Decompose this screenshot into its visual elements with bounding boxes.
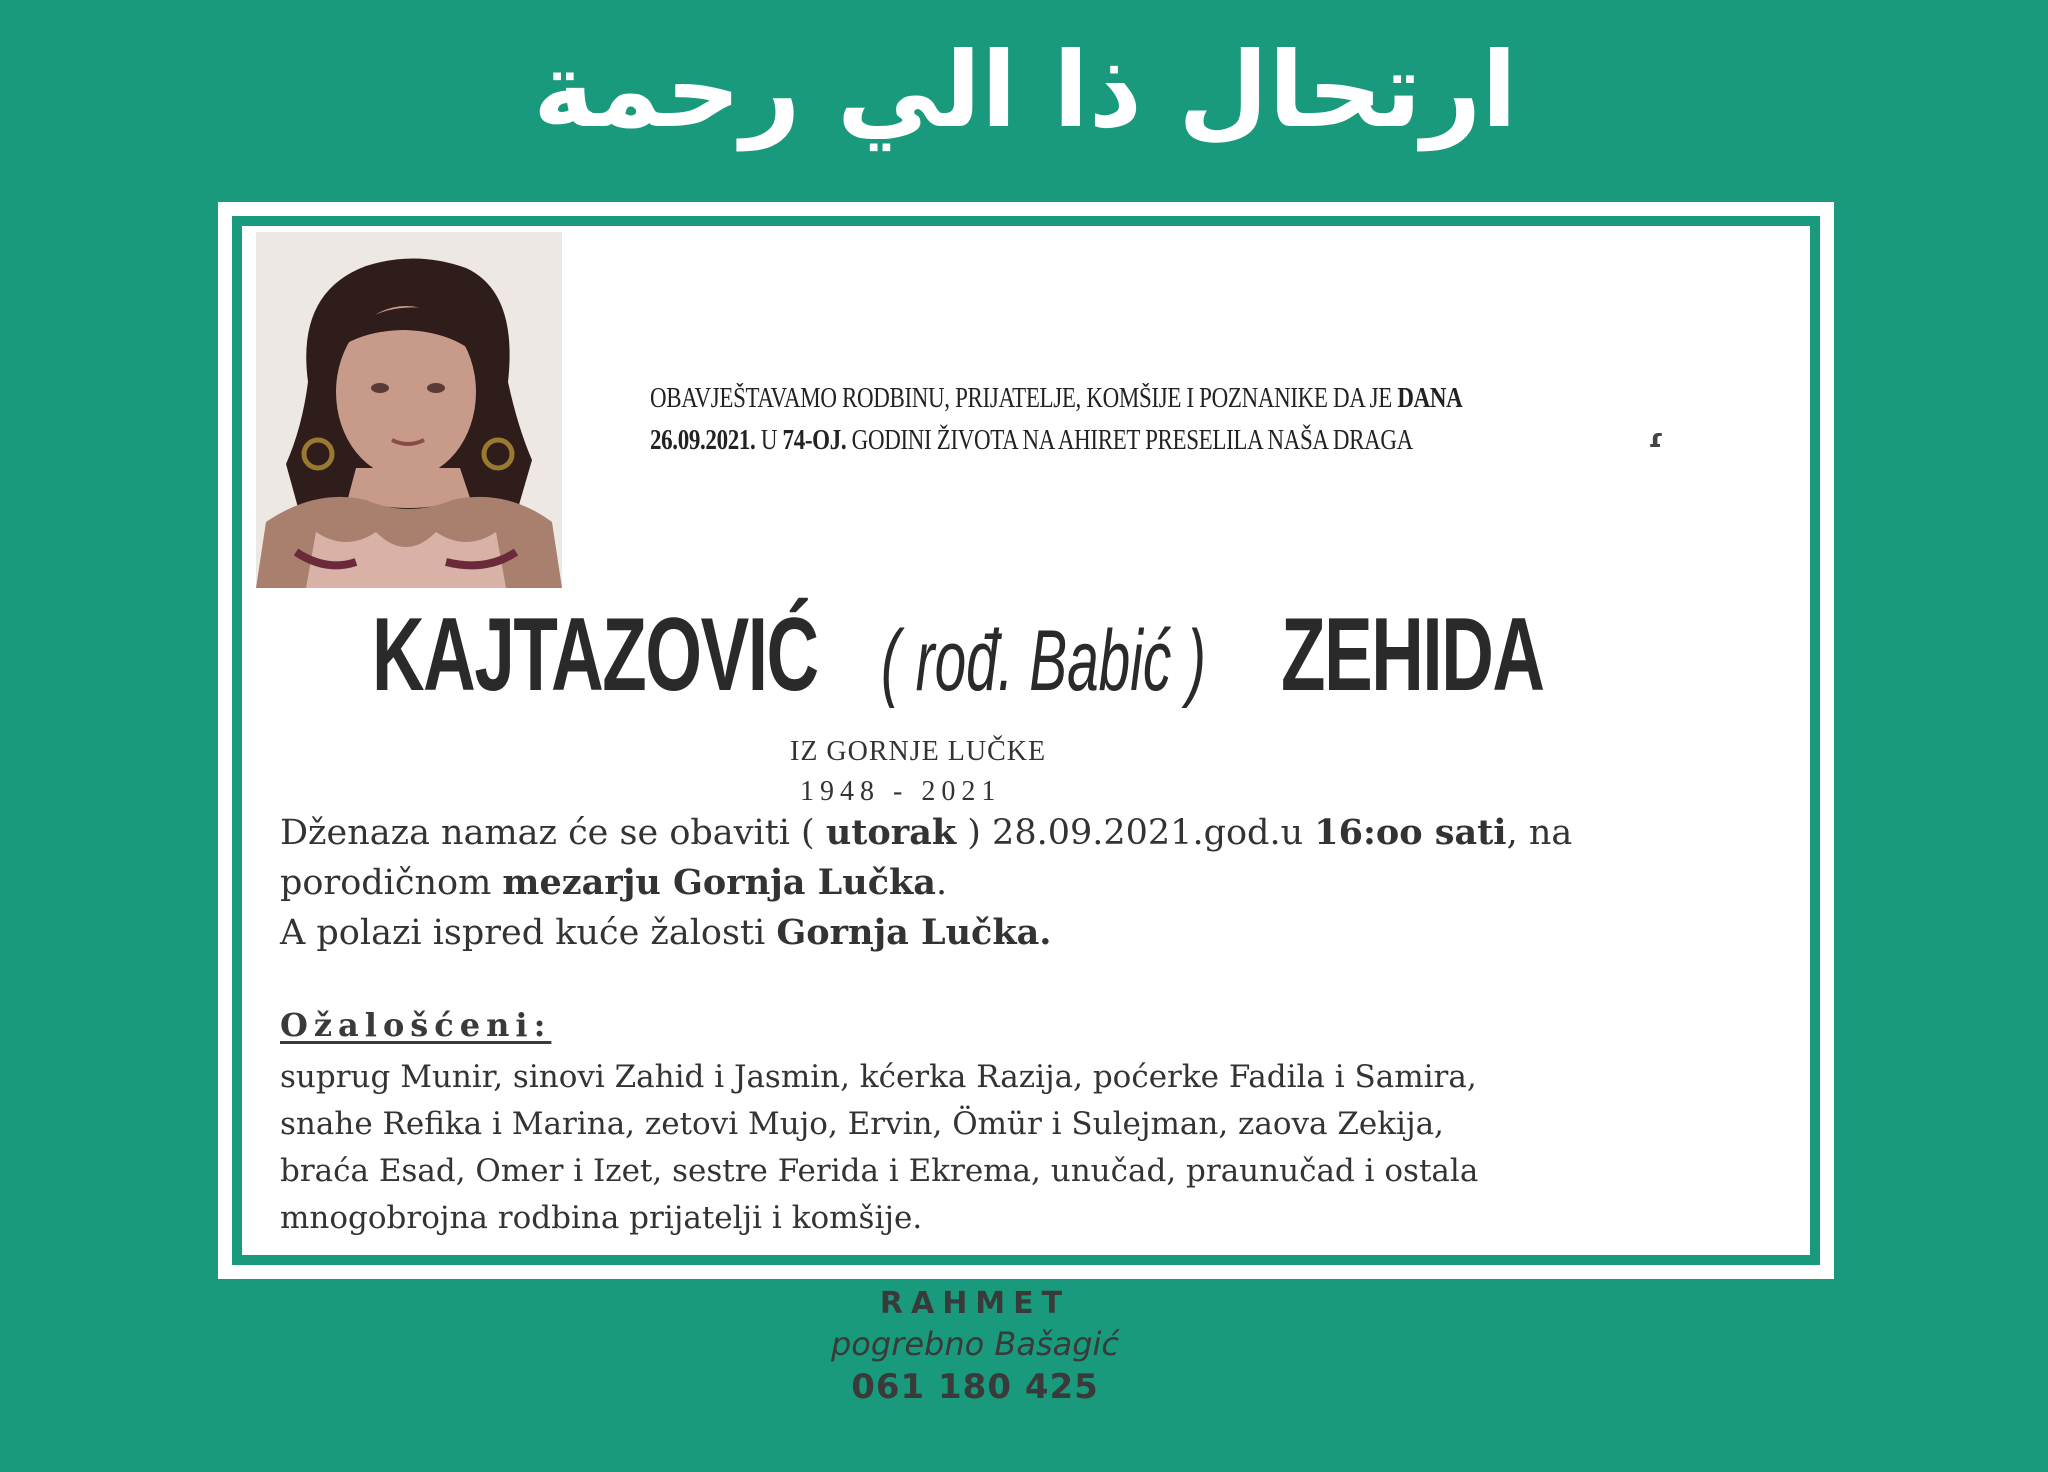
deceased-origin: IZ GORNJE LUČKE (790, 736, 1047, 767)
rahmet-text: RAHMET (879, 1286, 1071, 1321)
funeral-home-name: pogrebno Bašagić (830, 1325, 1120, 1363)
mourners-line: braća Esad, Omer i Izet, sestre Ferida i Ekrema, unučad, praunučad i ostala (280, 1153, 1479, 1189)
mourners-heading: Ožalošćeni: (280, 1006, 552, 1044)
age-at-death: 74-OJ. (782, 425, 847, 456)
announcement-line-2-text: GODINI ŽIVOTA NA AHIRET PRESELILA NAŠA DRAGA (846, 425, 1413, 456)
funeral-time: 16:oo sati (1314, 812, 1507, 853)
procession-place: Gornja Lučka. (776, 912, 1052, 953)
mourners-list (280, 1054, 1800, 1242)
funeral-line-3 (280, 908, 1800, 958)
funeral-details (280, 808, 1800, 958)
deceased-first-name: ZEHIDA (1281, 597, 1544, 713)
mourners-line: suprug Munir, sinovi Zahid i Jasmin, kćerka Razija, poćerke Fadila i Samira, (280, 1059, 1477, 1095)
deceased-portrait-photo (256, 232, 562, 588)
announcement-line-2 (650, 420, 1470, 462)
burial-place: mezarju Gornja Lučka (502, 862, 936, 903)
arabic-calligraphy-header: ارتحال ذا الي رحمة (533, 29, 1517, 151)
funeral-home-footer (0, 1284, 1950, 1410)
death-date: 26.09.2021. (650, 425, 756, 456)
announcement-text (650, 378, 1470, 462)
funeral-line-1 (280, 808, 1800, 858)
funeral-text: porodičnom (280, 863, 503, 903)
scan-mark: ɾ (1648, 424, 1664, 454)
funeral-date: ) 28.09.2021.god.u (956, 813, 1315, 853)
mourners-line: snahe Refika i Marina, zetovi Mujo, Ervin, Ömür i Sulejman, zaova Zekija, (280, 1106, 1444, 1142)
funeral-text-end: , na (1506, 813, 1573, 853)
deceased-maiden-name: ( rođ. Babić ) (880, 613, 1206, 709)
deceased-surname: KAJTAZOVIĆ (372, 597, 818, 713)
deceased-years: 1948 - 2021 (800, 776, 1002, 807)
funeral-line-2 (280, 858, 1800, 908)
procession-text: A polazi ispred kuće žalosti (280, 913, 777, 953)
mourners-line: mnogobrojna rodbina prijatelji i komšije. (280, 1200, 923, 1236)
deceased-name (372, 596, 1712, 726)
announcement-connector: U (755, 425, 783, 456)
funeral-home-phone: 061 180 425 (851, 1367, 1099, 1407)
announcement-line-1-text: OBAVJEŠTAVAMO RODBINU, PRIJATELJE, KOMŠIJE I POZNANIKE DA JE (650, 383, 1398, 414)
announcement-line-1 (650, 378, 1470, 420)
funeral-text-end: . (935, 863, 948, 903)
announcement-dana: DANA (1397, 383, 1463, 414)
funeral-text: Dženaza namaz će se obaviti ( (280, 813, 826, 853)
funeral-day: utorak (825, 812, 957, 853)
